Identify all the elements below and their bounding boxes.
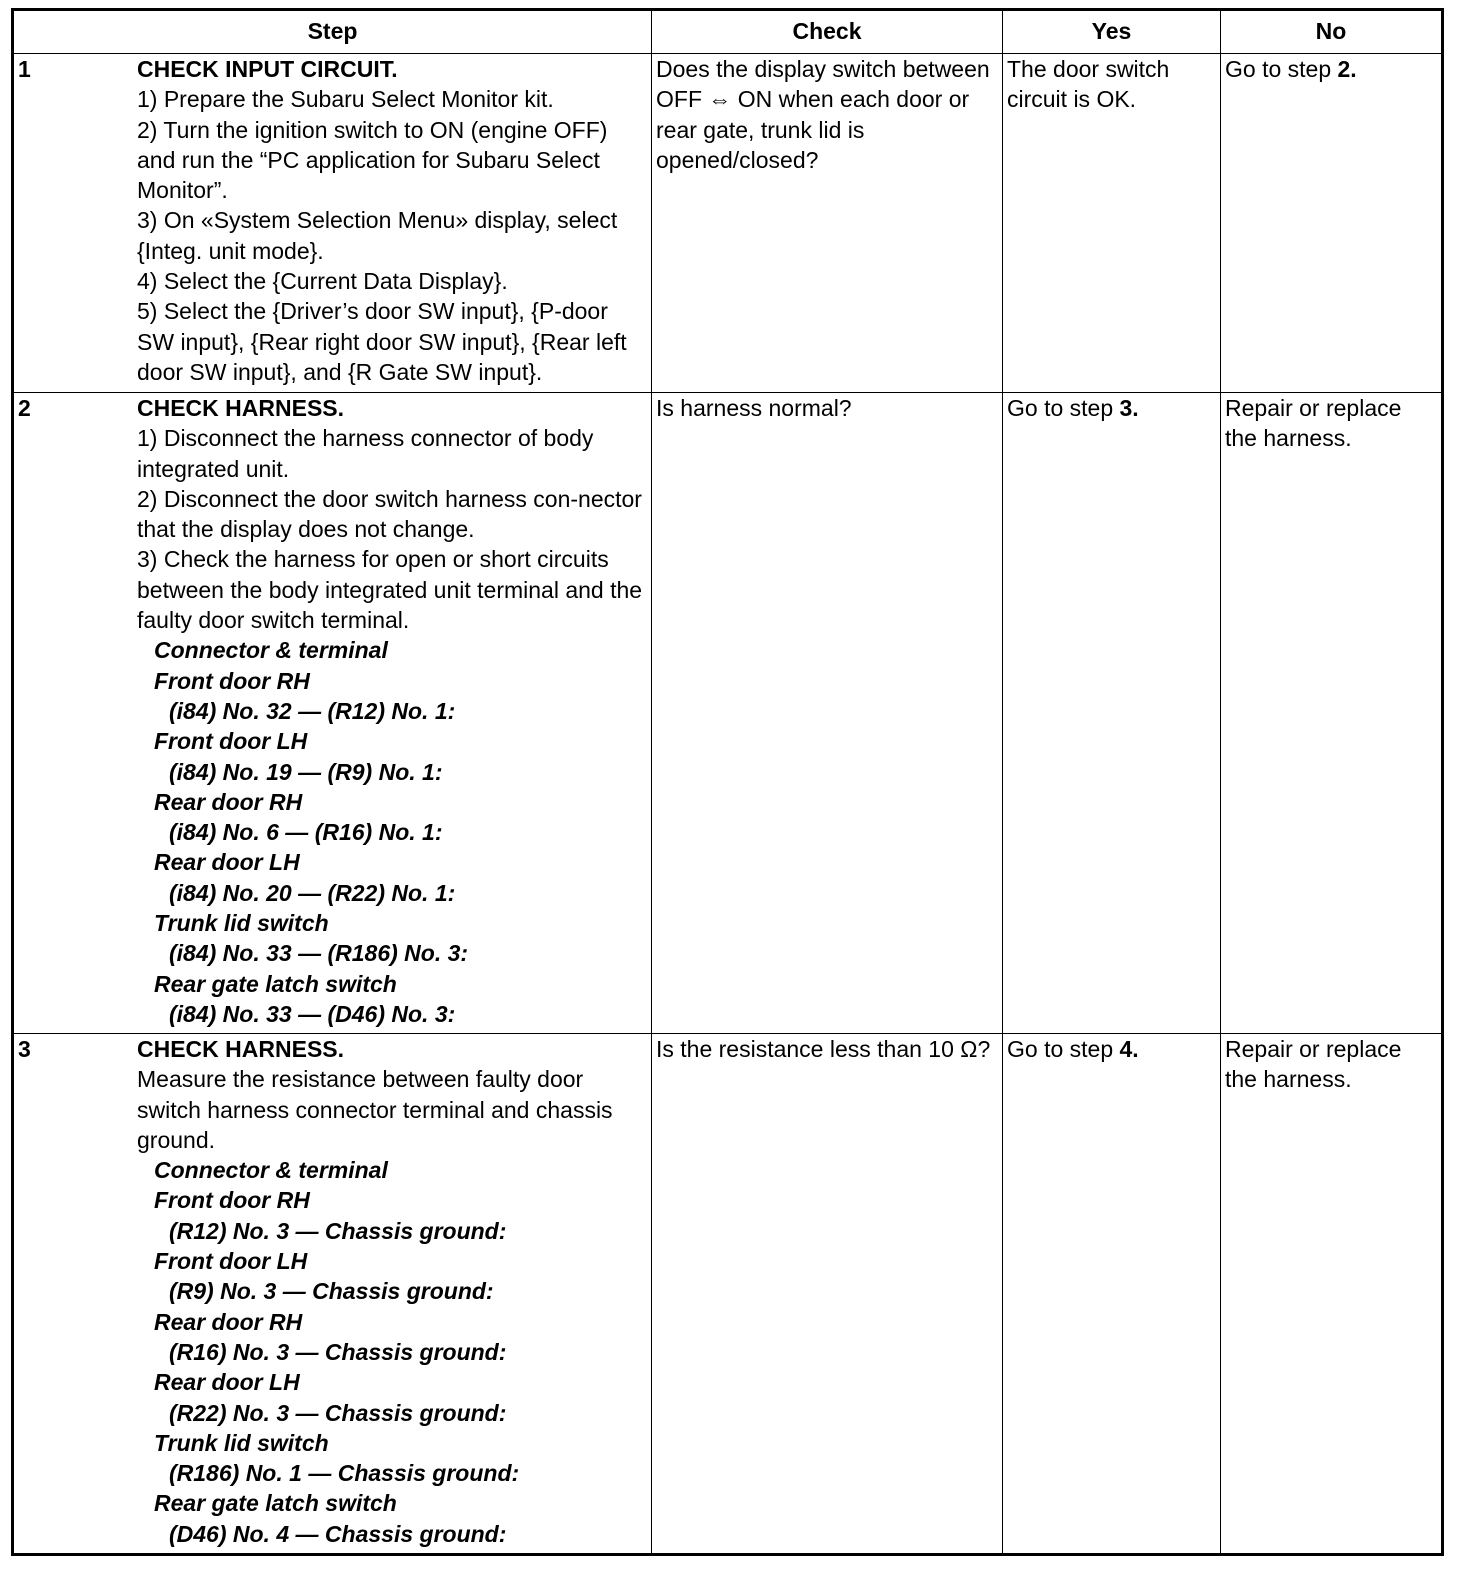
spec-label: Front door LH	[154, 1248, 308, 1275]
step-line: 5) Select the {Driver’s door SW input}, {P-door SW input}, {Rear right door SW input}, {Rear left door SW input}, and {R Gate SW input}.	[137, 298, 627, 385]
step-line: 3) Check the harness for open or short circuits between the body integrated unit terminal and the faulty door switch terminal.	[137, 546, 643, 634]
header-step: Step	[13, 10, 652, 54]
step-number: 3	[18, 1036, 31, 1062]
spec-label: Rear gate latch switch	[154, 970, 397, 997]
spec-value: (i84) No. 20 — (R22) No. 1:	[169, 879, 456, 906]
spec-value: (R12) No. 3 — Chassis ground:	[169, 1217, 507, 1244]
spec-value: (i84) No. 33 — (R186) No. 3:	[169, 940, 469, 967]
no-prefix: Go to step	[1225, 56, 1338, 82]
check-cell: Does the display switch between OFF ⇔ ON when each door or rear gate, trunk lid is opened/closed?	[652, 54, 1003, 393]
no-cell: Repair or replace the harness.	[1221, 393, 1443, 1034]
spec-label: Rear door RH	[154, 788, 303, 815]
step-title: CHECK HARNESS.	[137, 395, 345, 421]
yes-cell	[1003, 393, 1221, 1034]
step-reference: 3.	[1119, 395, 1139, 421]
table-row	[13, 1034, 1443, 1555]
yes-prefix: Go to step	[1007, 1036, 1120, 1062]
check-cell: Is the resistance less than 10 Ω?	[652, 1034, 1003, 1555]
header-no: No	[1221, 10, 1443, 54]
spec-label: Rear gate latch switch	[154, 1490, 397, 1517]
spec-label: Front door RH	[154, 1187, 310, 1214]
check-cell: Is harness normal?	[652, 393, 1003, 1034]
step-line: 3) On «System Selection Menu» display, select {Integ. unit mode}.	[137, 207, 618, 264]
step-line: 2) Disconnect the door switch harness con-nector that the display does not change.	[137, 485, 642, 543]
yes-cell: The door switch circuit is OK.	[1003, 54, 1221, 393]
yes-prefix: Go to step	[1007, 395, 1120, 421]
step-title: CHECK HARNESS.	[137, 1036, 345, 1062]
spec-label: Trunk lid switch	[154, 910, 329, 937]
step-line: 1) Prepare the Subaru Select Monitor kit.	[137, 86, 554, 113]
step-body	[137, 1034, 647, 1549]
spec-label: Rear door RH	[154, 1308, 303, 1335]
spec-value: (R22) No. 3 — Chassis ground:	[169, 1399, 507, 1426]
header-check: Check	[652, 10, 1003, 54]
spec-value: (D46) No. 4 — Chassis ground:	[169, 1520, 507, 1547]
spec-value: (i84) No. 19 — (R9) No. 1:	[169, 758, 443, 785]
spec-label: Front door LH	[154, 728, 308, 755]
header-row	[13, 10, 1443, 54]
spec-label: Trunk lid switch	[154, 1429, 329, 1456]
spec-label: Rear door LH	[154, 1369, 300, 1396]
step-number: 1	[18, 56, 31, 82]
spec-heading: Connector & terminal	[154, 1157, 388, 1184]
yes-cell	[1003, 1034, 1221, 1555]
no-cell	[1221, 54, 1443, 393]
spec-value: (i84) No. 6 — (R16) No. 1:	[169, 819, 443, 846]
step-number: 2	[18, 395, 31, 421]
step-line: 2) Turn the ignition switch to ON (engine OFF) and run the “PC application for Subaru Select Monitor”.	[137, 116, 608, 204]
step-body	[137, 393, 647, 1029]
spec-label: Rear door LH	[154, 849, 300, 876]
step-title: CHECK INPUT CIRCUIT.	[137, 56, 398, 82]
step-line: Measure the resistance between faulty door switch harness connector terminal and chassis ground.	[137, 1066, 613, 1153]
step-reference: 2.	[1337, 56, 1357, 82]
step-line: 4) Select the {Current Data Display}.	[137, 268, 508, 295]
spec-value: (R16) No. 3 — Chassis ground:	[169, 1338, 507, 1365]
no-cell: Repair or replace the harness.	[1221, 1034, 1443, 1555]
table-row	[13, 54, 1443, 393]
spec-value: (i84) No. 32 — (R12) No. 1:	[169, 697, 456, 724]
spec-heading: Connector & terminal	[154, 637, 388, 664]
table-row	[13, 393, 1443, 1034]
step-line: 1) Disconnect the harness connector of body integrated unit.	[137, 425, 594, 482]
spec-label: Front door RH	[154, 667, 310, 694]
header-yes: Yes	[1003, 10, 1221, 54]
spec-value: (i84) No. 33 — (D46) No. 3:	[169, 1000, 456, 1027]
spec-value: (R9) No. 3 — Chassis ground:	[169, 1278, 494, 1305]
step-cell	[13, 54, 652, 393]
step-cell	[13, 1034, 652, 1555]
step-reference: 4.	[1119, 1036, 1139, 1062]
diagnostic-table	[11, 8, 1444, 1556]
step-body	[137, 54, 647, 387]
spec-value: (R186) No. 1 — Chassis ground:	[169, 1460, 520, 1487]
step-cell	[13, 393, 652, 1034]
